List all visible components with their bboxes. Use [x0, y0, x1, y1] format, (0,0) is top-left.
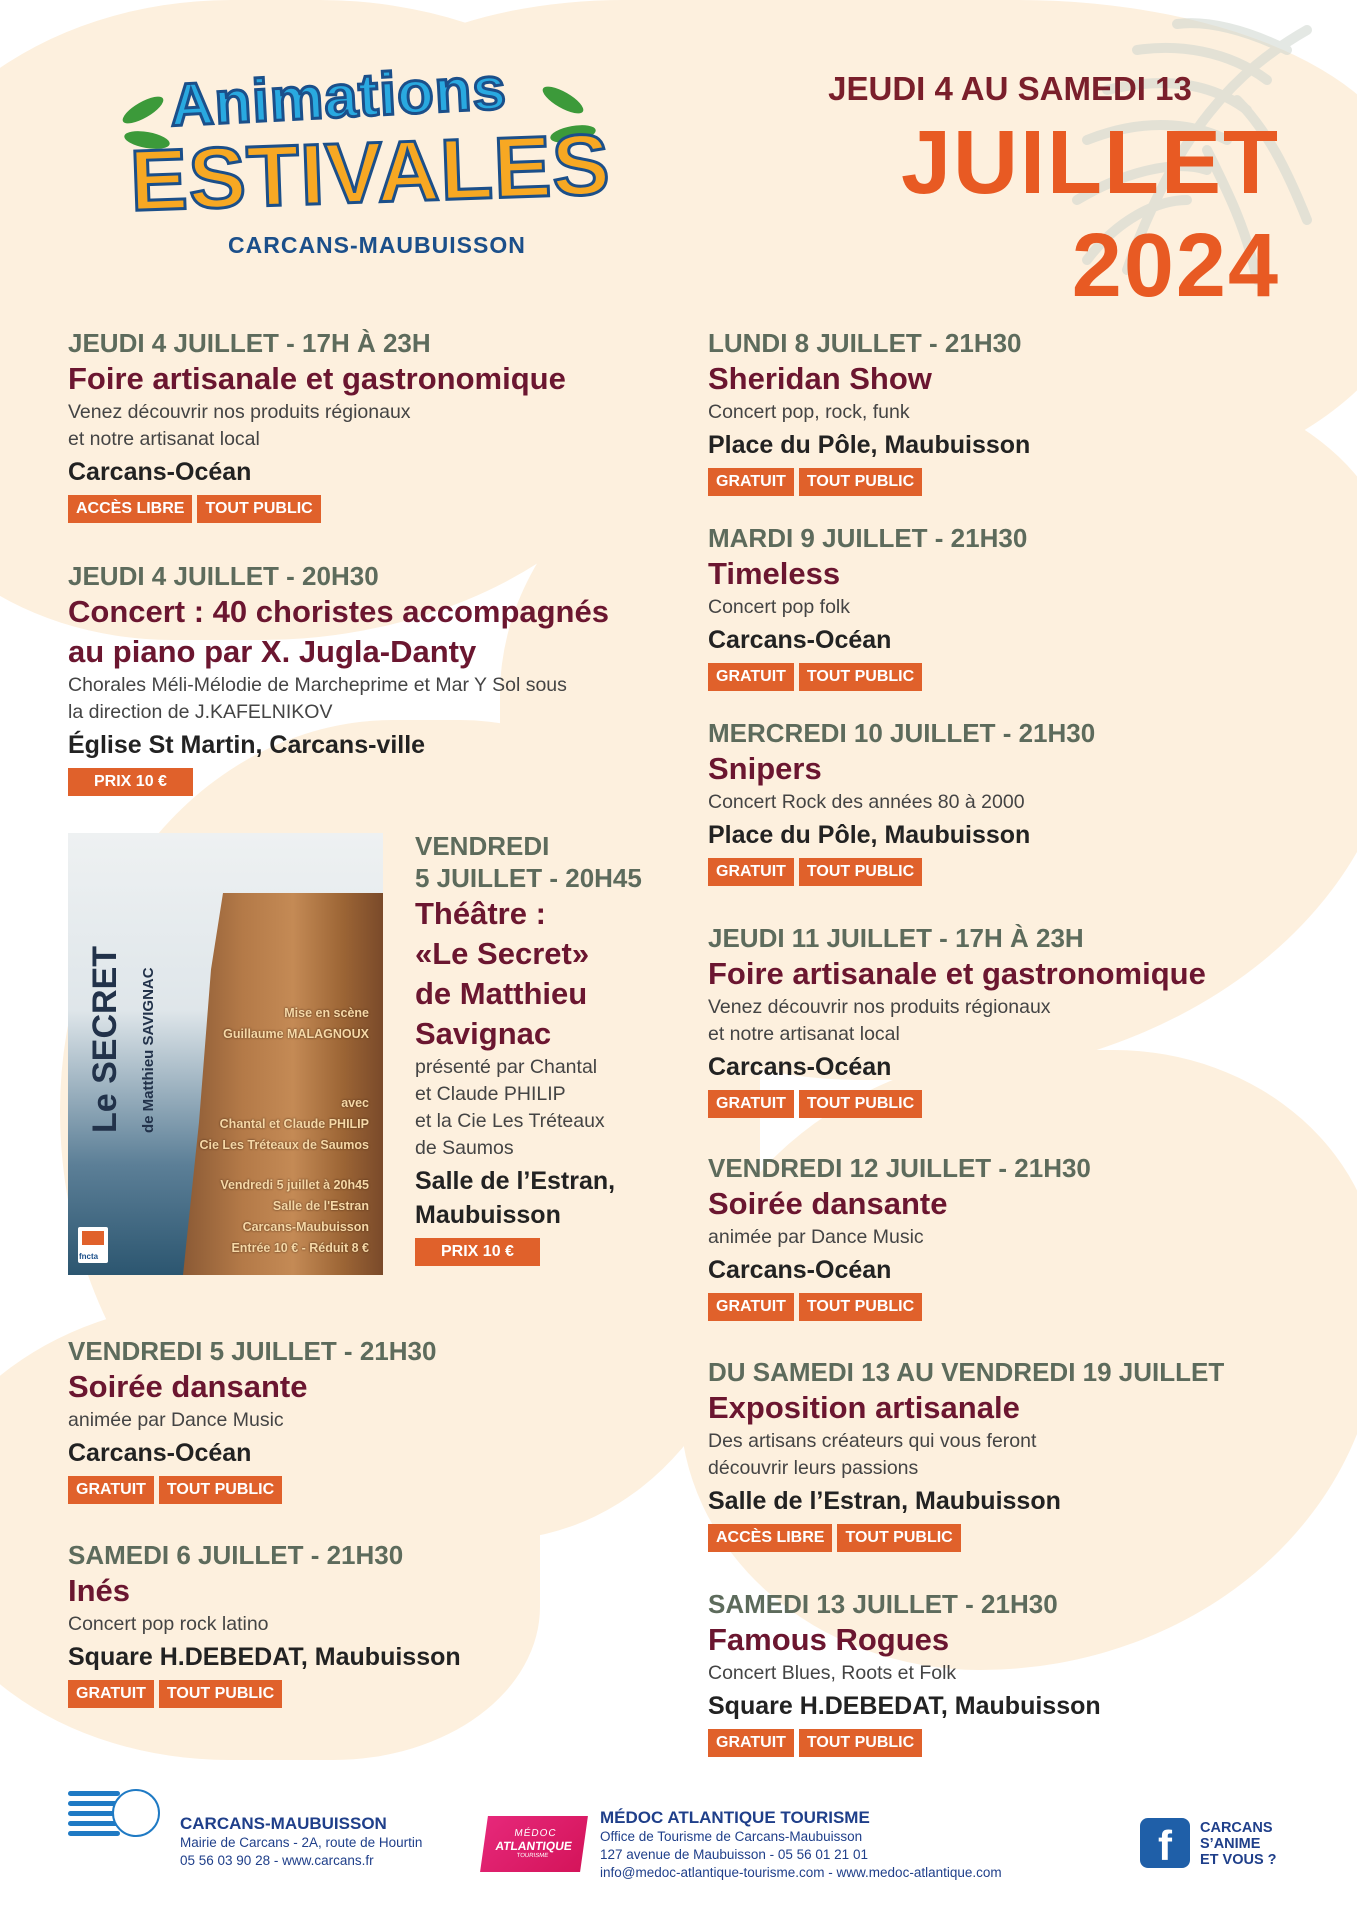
event-tag: TOUT PUBLIC — [799, 1090, 922, 1118]
event-tag: TOUT PUBLIC — [197, 495, 320, 523]
footer-carcans-title: CARCANS-MAUBUISSON — [180, 1814, 387, 1833]
footer-medoc-title: MÉDOC ATLANTIQUE TOURISME — [600, 1808, 870, 1827]
event-location: Salle de l’Estran, — [415, 1167, 616, 1195]
event-tag: GRATUIT — [68, 1476, 154, 1504]
commune-seal-icon — [112, 1789, 160, 1837]
event-description: et Claude PHILIP — [415, 1083, 566, 1105]
event-card — [708, 1356, 1224, 1552]
event-tag: GRATUIT — [68, 1680, 154, 1708]
event-location: Carcans-Océan — [68, 458, 252, 486]
facebook-line: CARCANS — [1200, 1820, 1273, 1836]
event-date: DU SAMEDI 13 AU VENDREDI 19 JUILLET — [708, 1357, 1225, 1387]
logo-animations: Animations — [168, 54, 509, 139]
event-title: Théâtre : — [415, 896, 546, 931]
event-description: Concert Rock des années 80 à 2000 — [708, 791, 1025, 813]
event-tag: GRATUIT — [708, 1293, 794, 1321]
event-date: JEUDI 4 JUILLET - 17H À 23H — [68, 328, 431, 358]
event-description: Chorales Méli-Mélodie de Marcheprime et Mar Y Sol sous — [68, 674, 567, 696]
poster-info — [220, 1175, 369, 1259]
poster-line: Vendredi 5 juillet à 20h45 — [220, 1178, 369, 1192]
event-location: Carcans-Océan — [708, 1256, 892, 1284]
event-tag: GRATUIT — [708, 468, 794, 496]
footer-contact[interactable]: info@medoc-atlantique-tourisme.com - www.medoc-atlantique.com — [600, 1865, 1002, 1880]
event-date: SAMEDI 6 JUILLET - 21H30 — [68, 1540, 404, 1570]
logo-estivales: ESTIVALES — [128, 116, 613, 230]
fncta-logo: fncta — [78, 1227, 108, 1263]
event-title: Inés — [68, 1573, 131, 1608]
event-location: Église St Martin, Carcans-ville — [68, 731, 426, 759]
event-tag: TOUT PUBLIC — [799, 1729, 922, 1757]
event-card — [708, 522, 1027, 691]
month-year: JUILLET 2024 — [900, 113, 1280, 316]
event-tag: TOUT PUBLIC — [159, 1680, 282, 1708]
event-date: SAMEDI 13 JUILLET - 21H30 — [708, 1589, 1058, 1619]
event-tag: GRATUIT — [708, 1090, 794, 1118]
event-description: Venez découvrir nos produits régionaux — [708, 996, 1051, 1018]
event-title: Foire artisanale et gastronomique — [68, 361, 566, 396]
event-card — [68, 1539, 461, 1708]
footer-address: Mairie de Carcans - 2A, route de Hourtin — [180, 1835, 423, 1850]
event-description: Concert pop, rock, funk — [708, 401, 910, 423]
event-date: LUNDI 8 JUILLET - 21H30 — [708, 328, 1022, 358]
event-tag: TOUT PUBLIC — [799, 1293, 922, 1321]
event-date: 5 JUILLET - 20H45 — [415, 863, 642, 893]
event-title: Snipers — [708, 751, 822, 786]
facebook-icon[interactable]: f — [1140, 1818, 1190, 1868]
event-card — [68, 1335, 436, 1504]
footer-contact[interactable]: 05 56 03 90 28 - www.carcans.fr — [180, 1853, 374, 1868]
event-date: JEUDI 11 JUILLET - 17H À 23H — [708, 923, 1084, 953]
event-date: MERCREDI 10 JUILLET - 21H30 — [708, 718, 1096, 748]
event-location: Square H.DEBEDAT, Maubuisson — [68, 1643, 461, 1671]
event-date: MARDI 9 JUILLET - 21H30 — [708, 523, 1028, 553]
event-title: Famous Rogues — [708, 1622, 950, 1657]
footer-carcans — [180, 1814, 422, 1870]
event-description: la direction de J.KAFELNIKOV — [68, 701, 333, 723]
poster-line: Carcans-Maubuisson — [242, 1220, 369, 1234]
event-description: animée par Dance Music — [68, 1409, 284, 1431]
poster-line: Guillaume MALAGNOUX — [223, 1027, 369, 1041]
event-title: Savignac — [415, 1016, 552, 1051]
poster-line: Salle de l'Estran — [272, 1199, 369, 1213]
animations-estivales-logo — [120, 54, 613, 272]
event-location: Place du Pôle, Maubuisson — [708, 821, 1031, 849]
logo-location: CARCANS-MAUBUISSON — [228, 232, 526, 258]
event-title: Timeless — [708, 556, 841, 591]
poster-title: Le SECRET — [86, 945, 124, 1133]
event-tag: ACCÈS LIBRE — [708, 1524, 832, 1552]
event-title: Sheridan Show — [708, 361, 932, 396]
date-range: JEUDI 4 AU SAMEDI 13 — [828, 70, 1192, 107]
event-tag: TOUT PUBLIC — [159, 1476, 282, 1504]
event-description: Venez découvrir nos produits régionaux — [68, 401, 411, 423]
event-card — [415, 830, 655, 1266]
poster-author: de Matthieu SAVIGNAC — [140, 967, 157, 1133]
poster-cast — [199, 1093, 369, 1156]
event-tag: PRIX 10 € — [415, 1238, 540, 1266]
event-tag: GRATUIT — [708, 858, 794, 886]
footer-medoc — [600, 1808, 1002, 1882]
poster-line: Cie Les Tréteaux de Saumos — [199, 1138, 369, 1152]
event-title: Foire artisanale et gastronomique — [708, 956, 1206, 991]
facebook-page-label[interactable] — [1200, 1820, 1277, 1868]
event-tag: TOUT PUBLIC — [799, 468, 922, 496]
event-card — [708, 1152, 1091, 1321]
event-location: Salle de l’Estran, Maubuisson — [708, 1487, 1061, 1515]
poster-line: Mise en scène — [284, 1006, 369, 1020]
poster-credits — [223, 1003, 369, 1045]
event-location: Carcans-Océan — [708, 1053, 892, 1081]
event-tag: ACCÈS LIBRE — [68, 495, 192, 523]
theatre-poster — [68, 833, 383, 1275]
event-title: de Matthieu — [415, 976, 588, 1011]
event-date: VENDREDI 12 JUILLET - 21H30 — [708, 1153, 1091, 1183]
event-location: Carcans-Océan — [708, 626, 892, 654]
event-card — [708, 1588, 1101, 1757]
event-title: «Le Secret» — [415, 936, 590, 971]
event-tag: TOUT PUBLIC — [799, 858, 922, 886]
event-description: animée par Dance Music — [708, 1226, 924, 1248]
event-description: découvrir leurs passions — [708, 1457, 919, 1479]
footer-office: Office de Tourisme de Carcans-Maubuisson — [600, 1829, 863, 1844]
event-title: Soirée dansante — [68, 1369, 308, 1404]
event-date: VENDREDI — [415, 831, 550, 861]
event-card — [708, 922, 1206, 1118]
event-description: Concert pop rock latino — [68, 1613, 269, 1635]
event-card — [708, 717, 1095, 886]
event-tag: GRATUIT — [708, 663, 794, 691]
event-tag: PRIX 10 € — [68, 768, 193, 796]
event-description: de Saumos — [415, 1137, 514, 1159]
carcans-logo — [68, 1785, 158, 1839]
poster-line: avec — [341, 1096, 369, 1110]
event-description: Des artisans créateurs qui vous feront — [708, 1430, 1037, 1452]
event-location: Square H.DEBEDAT, Maubuisson — [708, 1692, 1101, 1720]
facebook-line: ET VOUS ? — [1200, 1852, 1277, 1868]
event-description: Concert pop folk — [708, 596, 850, 618]
event-description: Concert Blues, Roots et Folk — [708, 1662, 957, 1684]
medoc-atlantique-logo: MÉDOC ATLANTIQUE TOURISME — [480, 1816, 588, 1872]
event-card — [708, 327, 1030, 496]
leaf-icon — [539, 82, 587, 119]
event-description: et notre artisanat local — [708, 1023, 900, 1045]
event-location: Carcans-Océan — [68, 1439, 252, 1467]
poster-line: Chantal et Claude PHILIP — [219, 1117, 369, 1131]
event-date: VENDREDI 5 JUILLET - 21H30 — [68, 1336, 437, 1366]
facebook-line: S’ANIME — [1200, 1836, 1261, 1852]
event-title: Exposition artisanale — [708, 1390, 1020, 1425]
event-card — [68, 327, 566, 523]
event-description: présenté par Chantal — [415, 1056, 598, 1078]
event-location: Maubuisson — [415, 1201, 561, 1229]
leaf-icon — [119, 92, 167, 129]
event-tag: GRATUIT — [708, 1729, 794, 1757]
poster-line: Entrée 10 € - Réduit 8 € — [231, 1241, 369, 1255]
event-title: Concert : 40 choristes accompagnés — [68, 594, 609, 629]
event-location: Place du Pôle, Maubuisson — [708, 431, 1031, 459]
event-date: JEUDI 4 JUILLET - 20H30 — [68, 561, 379, 591]
event-tag: TOUT PUBLIC — [799, 663, 922, 691]
event-tag: TOUT PUBLIC — [837, 1524, 960, 1552]
event-title: Soirée dansante — [708, 1186, 948, 1221]
event-description: et notre artisanat local — [68, 428, 260, 450]
event-title: au piano par X. Jugla-Danty — [68, 634, 477, 669]
footer-address: 127 avenue de Maubuisson - 05 56 01 21 01 — [600, 1847, 868, 1862]
event-card — [68, 560, 609, 796]
event-description: et la Cie Les Tréteaux — [415, 1110, 605, 1132]
